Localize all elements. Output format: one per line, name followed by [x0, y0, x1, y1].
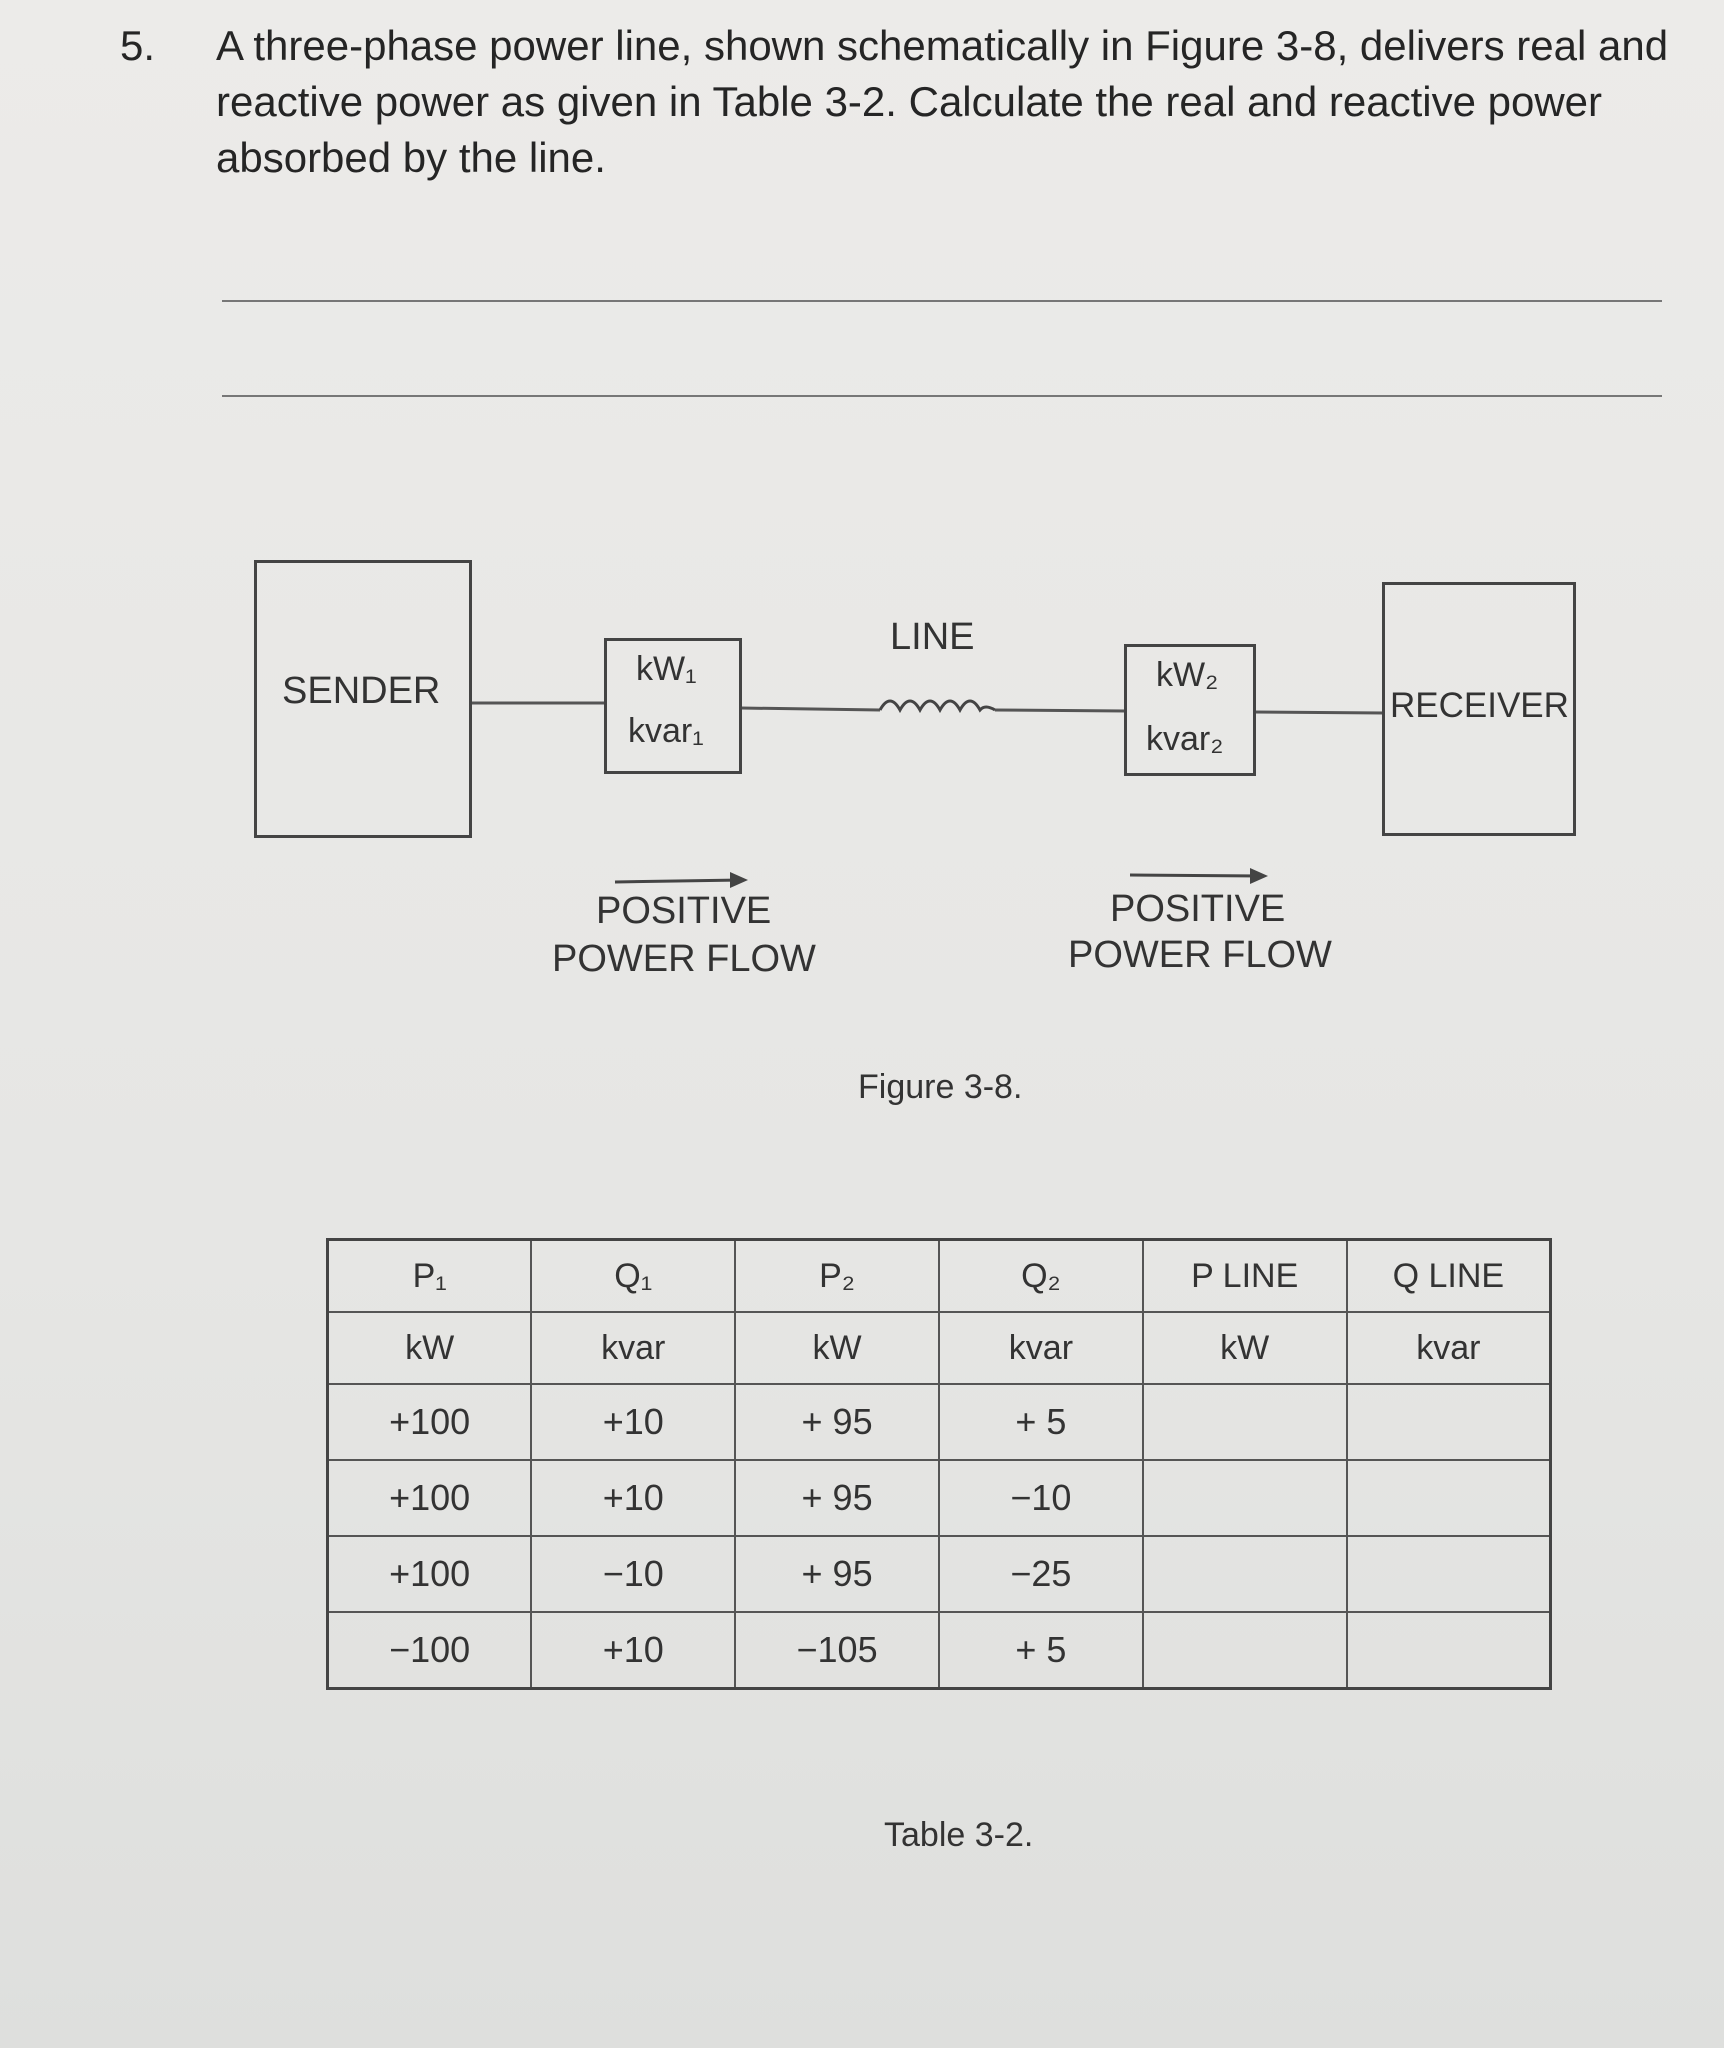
table-row	[328, 1536, 1551, 1612]
line-label: LINE	[890, 616, 975, 658]
cell-q1: +10	[531, 1384, 735, 1460]
meter2-kw-label: kW₂	[1156, 656, 1219, 694]
cell-p2: −105	[735, 1612, 939, 1689]
table-row	[328, 1384, 1551, 1460]
cell-p-line-answer[interactable]	[1143, 1536, 1347, 1612]
figure-caption: Figure 3-8.	[858, 1068, 1023, 1106]
table-row	[328, 1612, 1551, 1689]
wire-meter2-receiver	[1254, 712, 1384, 713]
receiver-label: RECEIVER	[1390, 686, 1569, 725]
flow-arrow-left-icon	[730, 872, 748, 888]
cell-q2: + 5	[939, 1384, 1143, 1460]
unit-q-line: kvar	[1347, 1312, 1551, 1384]
sender-label: SENDER	[282, 670, 441, 712]
cell-p-line-answer[interactable]	[1143, 1612, 1347, 1689]
wire-meter1-line	[741, 708, 880, 710]
meter2-kvar-label: kvar₂	[1146, 720, 1224, 758]
meter1-kvar-label: kvar₁	[628, 712, 704, 750]
inductor-coil-icon	[880, 701, 995, 710]
flow-right-line1: POSITIVE	[1110, 888, 1286, 930]
cell-q-line-answer[interactable]	[1347, 1536, 1551, 1612]
answer-line[interactable]	[222, 395, 1662, 397]
cell-p1: +100	[328, 1384, 532, 1460]
flow-arrow-left-shaft	[615, 880, 742, 882]
cell-p1: +100	[328, 1460, 532, 1536]
answer-line[interactable]	[222, 300, 1662, 302]
cell-q1: +10	[531, 1460, 735, 1536]
header-p-line: P LINE	[1143, 1240, 1347, 1313]
flow-arrow-right-shaft	[1130, 875, 1262, 876]
unit-q2: kvar	[939, 1312, 1143, 1384]
cell-p2: + 95	[735, 1384, 939, 1460]
cell-p1: −100	[328, 1612, 532, 1689]
header-q2: Q₂	[939, 1240, 1143, 1313]
cell-p2: + 95	[735, 1536, 939, 1612]
header-p1: P₁	[328, 1240, 532, 1313]
problem-text: A three-phase power line, shown schematically in Figure 3-8, delivers real and reactive power as given in Table 3-2. Calculate the real and reactive power absorbed by the line.	[216, 22, 1669, 181]
cell-q2: + 5	[939, 1612, 1143, 1689]
data-table	[326, 1238, 1552, 1690]
unit-p2: kW	[735, 1312, 939, 1384]
table-caption: Table 3-2.	[884, 1816, 1034, 1854]
cell-p-line-answer[interactable]	[1143, 1384, 1347, 1460]
cell-q-line-answer[interactable]	[1347, 1384, 1551, 1460]
table-header-row	[328, 1240, 1551, 1313]
header-q1: Q₁	[531, 1240, 735, 1313]
cell-q2: −25	[939, 1536, 1143, 1612]
cell-q1: +10	[531, 1612, 735, 1689]
cell-q-line-answer[interactable]	[1347, 1612, 1551, 1689]
cell-p2: + 95	[735, 1460, 939, 1536]
unit-p1: kW	[328, 1312, 532, 1384]
table-units-row	[328, 1312, 1551, 1384]
cell-p1: +100	[328, 1536, 532, 1612]
flow-left-line1: POSITIVE	[596, 890, 772, 932]
table-row	[328, 1460, 1551, 1536]
problem-number: 5.	[120, 22, 156, 69]
header-q-line: Q LINE	[1347, 1240, 1551, 1313]
header-p2: P₂	[735, 1240, 939, 1313]
flow-arrow-right-icon	[1250, 868, 1268, 884]
unit-q1: kvar	[531, 1312, 735, 1384]
unit-p-line: kW	[1143, 1312, 1347, 1384]
wire-line-meter2	[995, 710, 1126, 711]
cell-q-line-answer[interactable]	[1347, 1460, 1551, 1536]
cell-q2: −10	[939, 1460, 1143, 1536]
cell-q1: −10	[531, 1536, 735, 1612]
flow-right-line2: POWER FLOW	[1068, 934, 1332, 976]
cell-p-line-answer[interactable]	[1143, 1460, 1347, 1536]
meter1-kw-label: kW₁	[636, 650, 697, 688]
flow-left-line2: POWER FLOW	[552, 938, 816, 980]
